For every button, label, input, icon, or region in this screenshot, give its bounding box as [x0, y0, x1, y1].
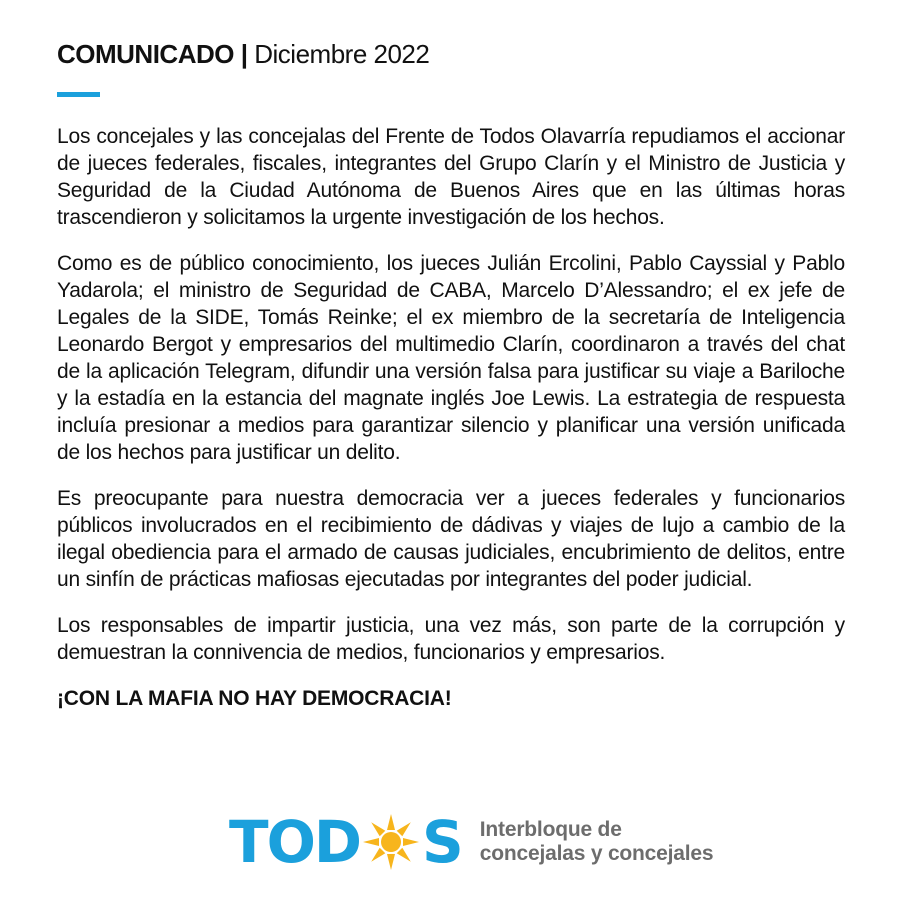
sun-icon: [361, 812, 421, 872]
footer: [229, 808, 714, 876]
statement-body: [57, 123, 845, 712]
header-separator: |: [240, 39, 248, 69]
logo-text-left: TOD: [229, 808, 361, 876]
tagline-line-1: Interbloque de: [479, 818, 622, 841]
slogan: ¡CON LA MAFIA NO HAY DEMOCRACIA!: [57, 687, 452, 710]
paragraph-1: Los concejales y las concejalas del Frente de Todos Olavarría repudiamos el accionar de jueces federales, fiscales, integrantes del Grupo Clarín y el Ministro de Justicia y Seguridad de la Ciudad Autónoma de Buenos Aires que en las últimas horas trascendieron y solicitamos la urgente investigación de los hechos.: [57, 125, 845, 229]
document-header: [57, 38, 429, 70]
logo-text-right: S: [422, 808, 462, 876]
tagline-line-2: concejalas y concejales: [479, 842, 714, 865]
tagline: [480, 818, 714, 866]
paragraph-4: Los responsables de impartir justicia, una vez más, son parte de la corrupción y demuestran la connivencia de medios, funcionarios y empresarios.: [57, 614, 845, 664]
accent-bar: [57, 92, 100, 97]
header-label: COMUNICADO: [57, 39, 234, 69]
header-date: Diciembre 2022: [254, 39, 430, 69]
todos-logo: [229, 808, 462, 876]
paragraph-2: Como es de público conocimiento, los jueces Julián Ercolini, Pablo Cayssial y Pablo Yadarola; el ministro de Seguridad de CABA, Marcelo D’Alessandro; el ex jefe de Legales de la SIDE, Tomás Reinke; el ex miembro de la secretaría de Inteligencia Leonardo Bergot y empresarios del multimedio Clarín, coordinaron a través del chat de la aplicación Telegram, difundir una versión falsa para justificar su viaje a Bariloche y la estadía en la estancia del magnate inglés Joe Lewis. La estrategia de respuesta incluía presionar a medios para garantizar silencio y planificar una versión unificada de los hechos para justificar un delito.: [57, 252, 845, 464]
paragraph-3: Es preocupante para nuestra democracia ver a jueces federales y funcionarios públicos involucrados en el recibimiento de dádivas y viajes de lujo a cambio de la ilegal obediencia para el armado de causas judiciales, encubrimiento de delitos, entre un sinfín de prácticas mafiosas ejecutadas por integrantes del poder judicial.: [57, 487, 845, 591]
